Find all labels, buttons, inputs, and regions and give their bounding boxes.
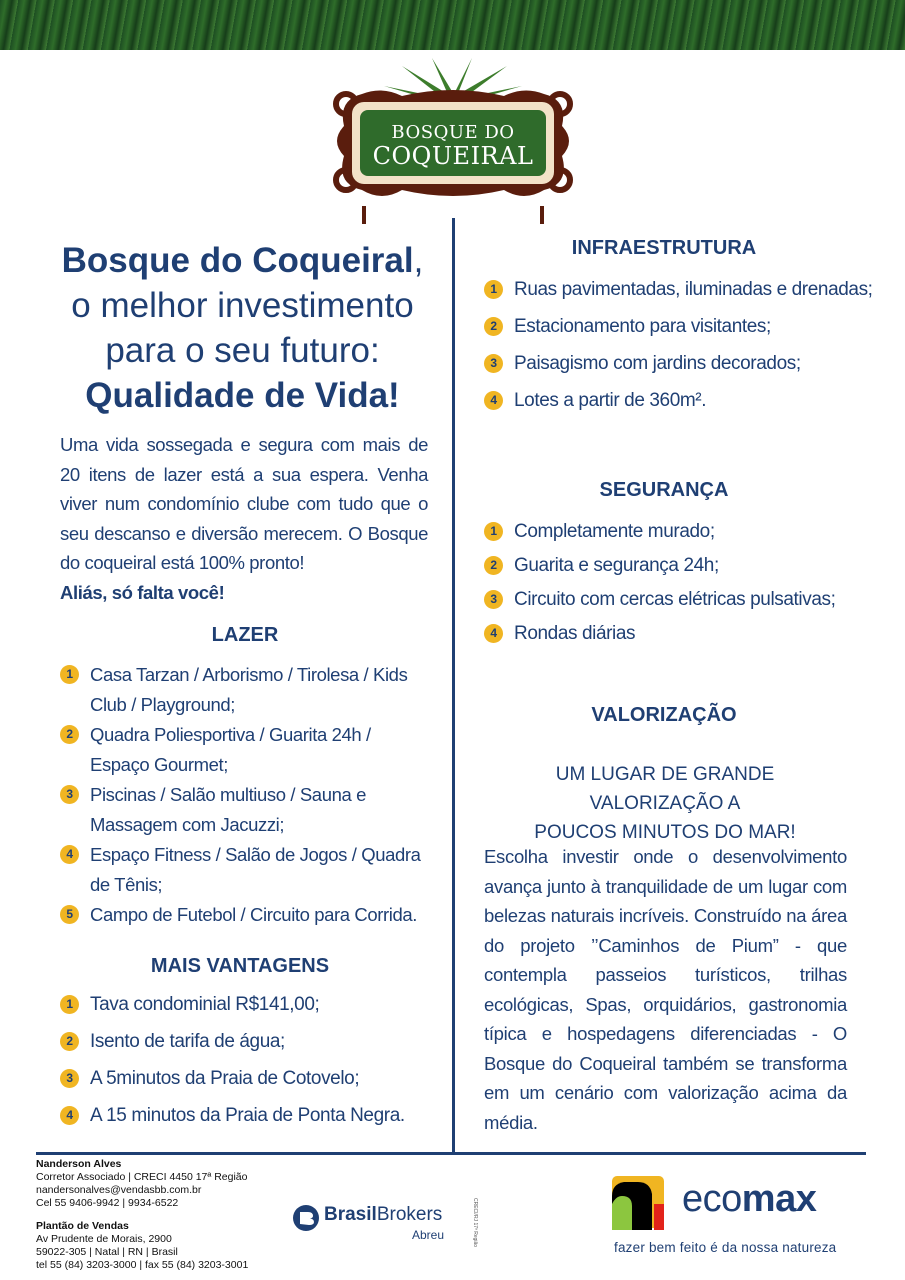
contact-name: Nanderson Alves: [36, 1158, 122, 1170]
item-text: A 15 minutos da Praia de Ponta Negra.: [90, 1105, 405, 1126]
vantagens-title: MAIS VANTAGENS: [150, 955, 330, 977]
contact-role: Corretor Associado | CRECI 4450 17ª Região: [36, 1171, 248, 1183]
brasilbrokers-mark-icon: [292, 1204, 320, 1232]
intro-text: Uma vida sossegada e segura com mais de 20 itens de lazer está a sua espera. Venha viver num condomínio clube com tudo que o seu descanso e diversão merecem. O Bosque do coqueiral está 100% pronto!: [60, 434, 428, 573]
item-text: Lotes a partir de 360m².: [514, 390, 707, 411]
list-item: [60, 780, 430, 840]
seguranca-list: [484, 517, 884, 653]
list-item: [60, 1064, 440, 1093]
ecomax-word-light: eco: [682, 1178, 742, 1220]
valorizacao-paragraph: Escolha investir onde o desenvolvimento avança junto à tranquilidade de um lugar com belezas naturais incríveis. Construído na área do projeto ’’Caminhos de Pium” - que contempla passeios turísticos, trilhas ecológicas, Spas, orquidários, gastronomia típica e hospedagens diferenciadas - O Bosque do Coqueiral também se transforma em um cenário com valorização acima da média.: [484, 846, 847, 1133]
list-item: [484, 275, 884, 304]
number-badge-icon: 4: [484, 624, 503, 643]
list-item: [484, 386, 884, 415]
number-badge-icon: 3: [484, 590, 503, 609]
seguranca-title: SEGURANÇA: [599, 479, 729, 501]
item-text: Completamente murado;: [514, 521, 715, 542]
valorizacao-title: VALORIZAÇÃO: [591, 704, 737, 726]
item-text: Quadra Poliesportiva / Guarita 24h / Espaço Gourmet;: [90, 724, 371, 775]
list-item: [60, 990, 440, 1019]
bosque-logo: [322, 56, 584, 226]
ecomax-house-icon: [610, 1174, 666, 1230]
item-text: Paisagismo com jardins decorados;: [514, 353, 801, 374]
list-item: [60, 1101, 440, 1130]
contact-cel: Cel 55 9406-9942 | 9934-6522: [36, 1197, 179, 1209]
infra-title: INFRAESTRUTURA: [571, 237, 757, 259]
headline-line2: o melhor investimento: [71, 286, 414, 325]
footer-divider: [36, 1152, 866, 1155]
valorizacao-headline-line2: POUCOS MINUTOS DO MAR!: [534, 822, 796, 843]
number-badge-icon: 1: [60, 995, 79, 1014]
list-item: [60, 660, 430, 720]
headline-comma: ,: [413, 241, 424, 280]
headline-brand: Bosque do Coqueiral: [61, 241, 414, 280]
number-badge-icon: 5: [60, 905, 79, 924]
list-item: [484, 349, 884, 378]
infra-list: [484, 275, 884, 423]
lazer-list: [60, 660, 430, 930]
headline-line3: para o seu futuro:: [105, 331, 380, 370]
top-foliage-banner: [0, 0, 905, 50]
number-badge-icon: 3: [60, 1069, 79, 1088]
item-text: Rondas diárias: [514, 623, 636, 644]
ecomax-logo: [610, 1170, 870, 1260]
list-item: [484, 517, 884, 546]
headline-line4: Qualidade de Vida!: [85, 376, 400, 415]
number-badge-icon: 1: [484, 280, 503, 299]
valorizacao-headline: [500, 760, 830, 847]
number-badge-icon: 2: [484, 317, 503, 336]
lazer-title: LAZER: [211, 624, 279, 646]
brasilbrokers-wordmark: [324, 1204, 442, 1226]
number-badge-icon: 4: [60, 845, 79, 864]
item-text: Piscinas / Salão multiuso / Sauna e Massagem com Jacuzzi;: [90, 784, 366, 835]
ecomax-word-bold: max: [741, 1178, 817, 1220]
list-item: [60, 840, 430, 900]
list-item: [484, 551, 884, 580]
number-badge-icon: 2: [484, 556, 503, 575]
logo-line1: BOSQUE DO: [391, 122, 515, 143]
number-badge-icon: 1: [484, 522, 503, 541]
plantao-city: 59022-305 | Natal | RN | Brasil: [36, 1246, 178, 1258]
number-badge-icon: 2: [60, 1032, 79, 1051]
headline: [40, 238, 445, 418]
number-badge-icon: 2: [60, 725, 79, 744]
logo-line2: COQUEIRAL: [372, 142, 534, 170]
item-text: Ruas pavimentadas, iluminadas e drenadas;: [514, 279, 873, 300]
item-text: Estacionamento para visitantes;: [514, 316, 771, 337]
brasilbrokers-brand-bold: Brasil: [324, 1204, 377, 1225]
contact-block: [36, 1158, 306, 1272]
item-text: Espaço Fitness / Salão de Jogos / Quadra de Tênis;: [90, 844, 421, 895]
item-text: Casa Tarzan / Arborismo / Tirolesa / Kids Club / Playground;: [90, 664, 408, 715]
item-text: A 5minutos da Praia de Cotovelo;: [90, 1068, 360, 1089]
item-text: Tava condominial R$141,00;: [90, 994, 320, 1015]
ecomax-slogan: fazer bem feito é da nossa natureza: [614, 1240, 837, 1255]
plantao-address: Av Prudente de Morais, 2900: [36, 1233, 172, 1245]
brasilbrokers-creci: CRECI/RJ 17ª Região: [472, 1198, 478, 1248]
list-item: [484, 619, 884, 648]
number-badge-icon: 4: [60, 1106, 79, 1125]
list-item: [484, 312, 884, 341]
ecomax-wordmark: [682, 1178, 816, 1221]
number-badge-icon: 3: [484, 354, 503, 373]
item-text: Campo de Futebol / Circuito para Corrida.: [90, 904, 418, 925]
item-text: Circuito com cercas elétricas pulsativas;: [514, 589, 836, 610]
plantao-phones: tel 55 (84) 3203-3000 | fax 55 (84) 3203-3001: [36, 1259, 249, 1271]
intro-paragraph: [60, 430, 428, 607]
plantao-title: Plantão de Vendas: [36, 1220, 129, 1232]
number-badge-icon: 3: [60, 785, 79, 804]
intro-tagline: Aliás, só falta você!: [60, 581, 225, 603]
brasilbrokers-sub: Abreu: [412, 1228, 445, 1242]
item-text: Isento de tarifa de água;: [90, 1031, 285, 1052]
brasilbrokers-brand-rest: Brokers: [376, 1204, 443, 1225]
list-item: [60, 900, 430, 930]
list-item: [60, 720, 430, 780]
number-badge-icon: 1: [60, 665, 79, 684]
column-divider: [452, 218, 455, 1152]
valorizacao-headline-line1: UM LUGAR DE GRANDE VALORIZAÇÃO A: [555, 764, 775, 814]
brasilbrokers-logo: [292, 1198, 492, 1248]
list-item: [60, 1027, 440, 1056]
contact-email[interactable]: nandersonalves@vendasbb.com.br: [36, 1184, 202, 1196]
vantagens-list: [60, 990, 440, 1138]
item-text: Guarita e segurança 24h;: [514, 555, 719, 576]
list-item: [484, 585, 884, 614]
number-badge-icon: 4: [484, 391, 503, 410]
